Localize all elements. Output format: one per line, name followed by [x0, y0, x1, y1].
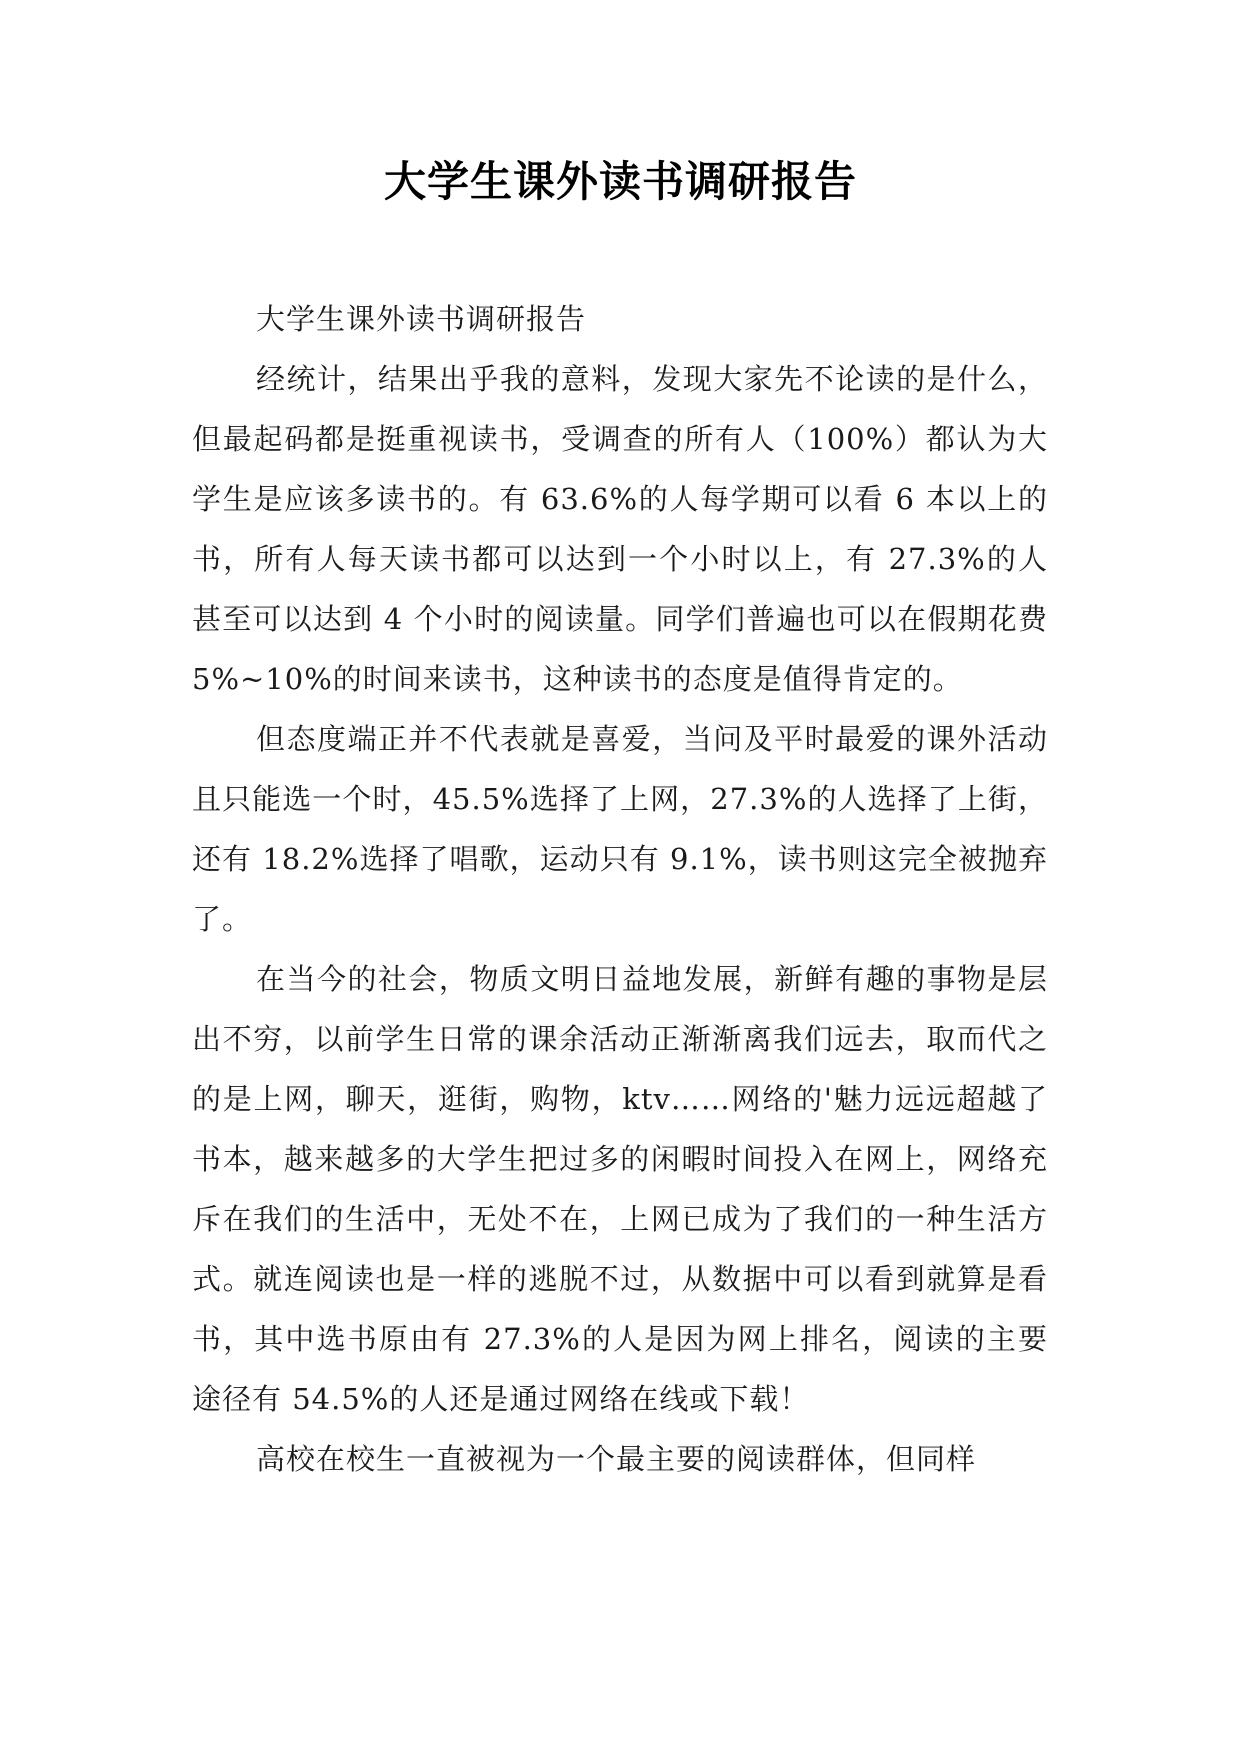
paragraph: 高校在校生一直被视为一个最主要的阅读群体，但同样 [256, 1442, 977, 1476]
document-title: 大学生课外读书调研报告 [383, 157, 857, 206]
paragraph: 在当今的社会，物质文明日益地发展，新鲜有趣的事物是层出不穷，以前学生日常的课余活动正渐渐离我们远去，取而代之的是上网，聊天，逛街，购物，ktv……网络的'魅力远远超越了书本，越来越多的大学生把过多的闲暇时间投入在网上，网络充斥在我们的生活中，无处不在，上网已成为了我们的一种生活方式。就连阅读也是一样的逃脱不过，从数据中可以看到就算是看书，其中选书原由有 27.3%的人是因为网上排名，阅读的主要途径有 54.5%的人还是通过网络在线或下载！ [192, 962, 1048, 1416]
paragraph: 但态度端正并不代表就是喜爱，当问及平时最爱的课外活动且只能选一个时，45.5%选择了上网，27.3%的人选择了上街，还有 18.2%选择了唱歌，运动只有 9.1%，读书则这完全被抛弃了。 [192, 722, 1048, 936]
paragraph: 经统计，结果出乎我的意料，发现大家先不论读的是什么，但最起码都是挺重视读书，受调查的所有人（100%）都认为大学生是应该多读书的。有 63.6%的人每学期可以看 6 本以上的书，所有人每天读书都可以达到一个小时以上，有 27.3%的人甚至可以达到 4 个小时的阅读量。同学们普遍也可以在假期花费 5%~10%的时间来读书，这种读书的态度是值得肯定的。 [192, 362, 1048, 696]
paragraph-heading: 大学生课外读书调研报告 [256, 302, 587, 336]
document-body [192, 289, 1048, 1489]
